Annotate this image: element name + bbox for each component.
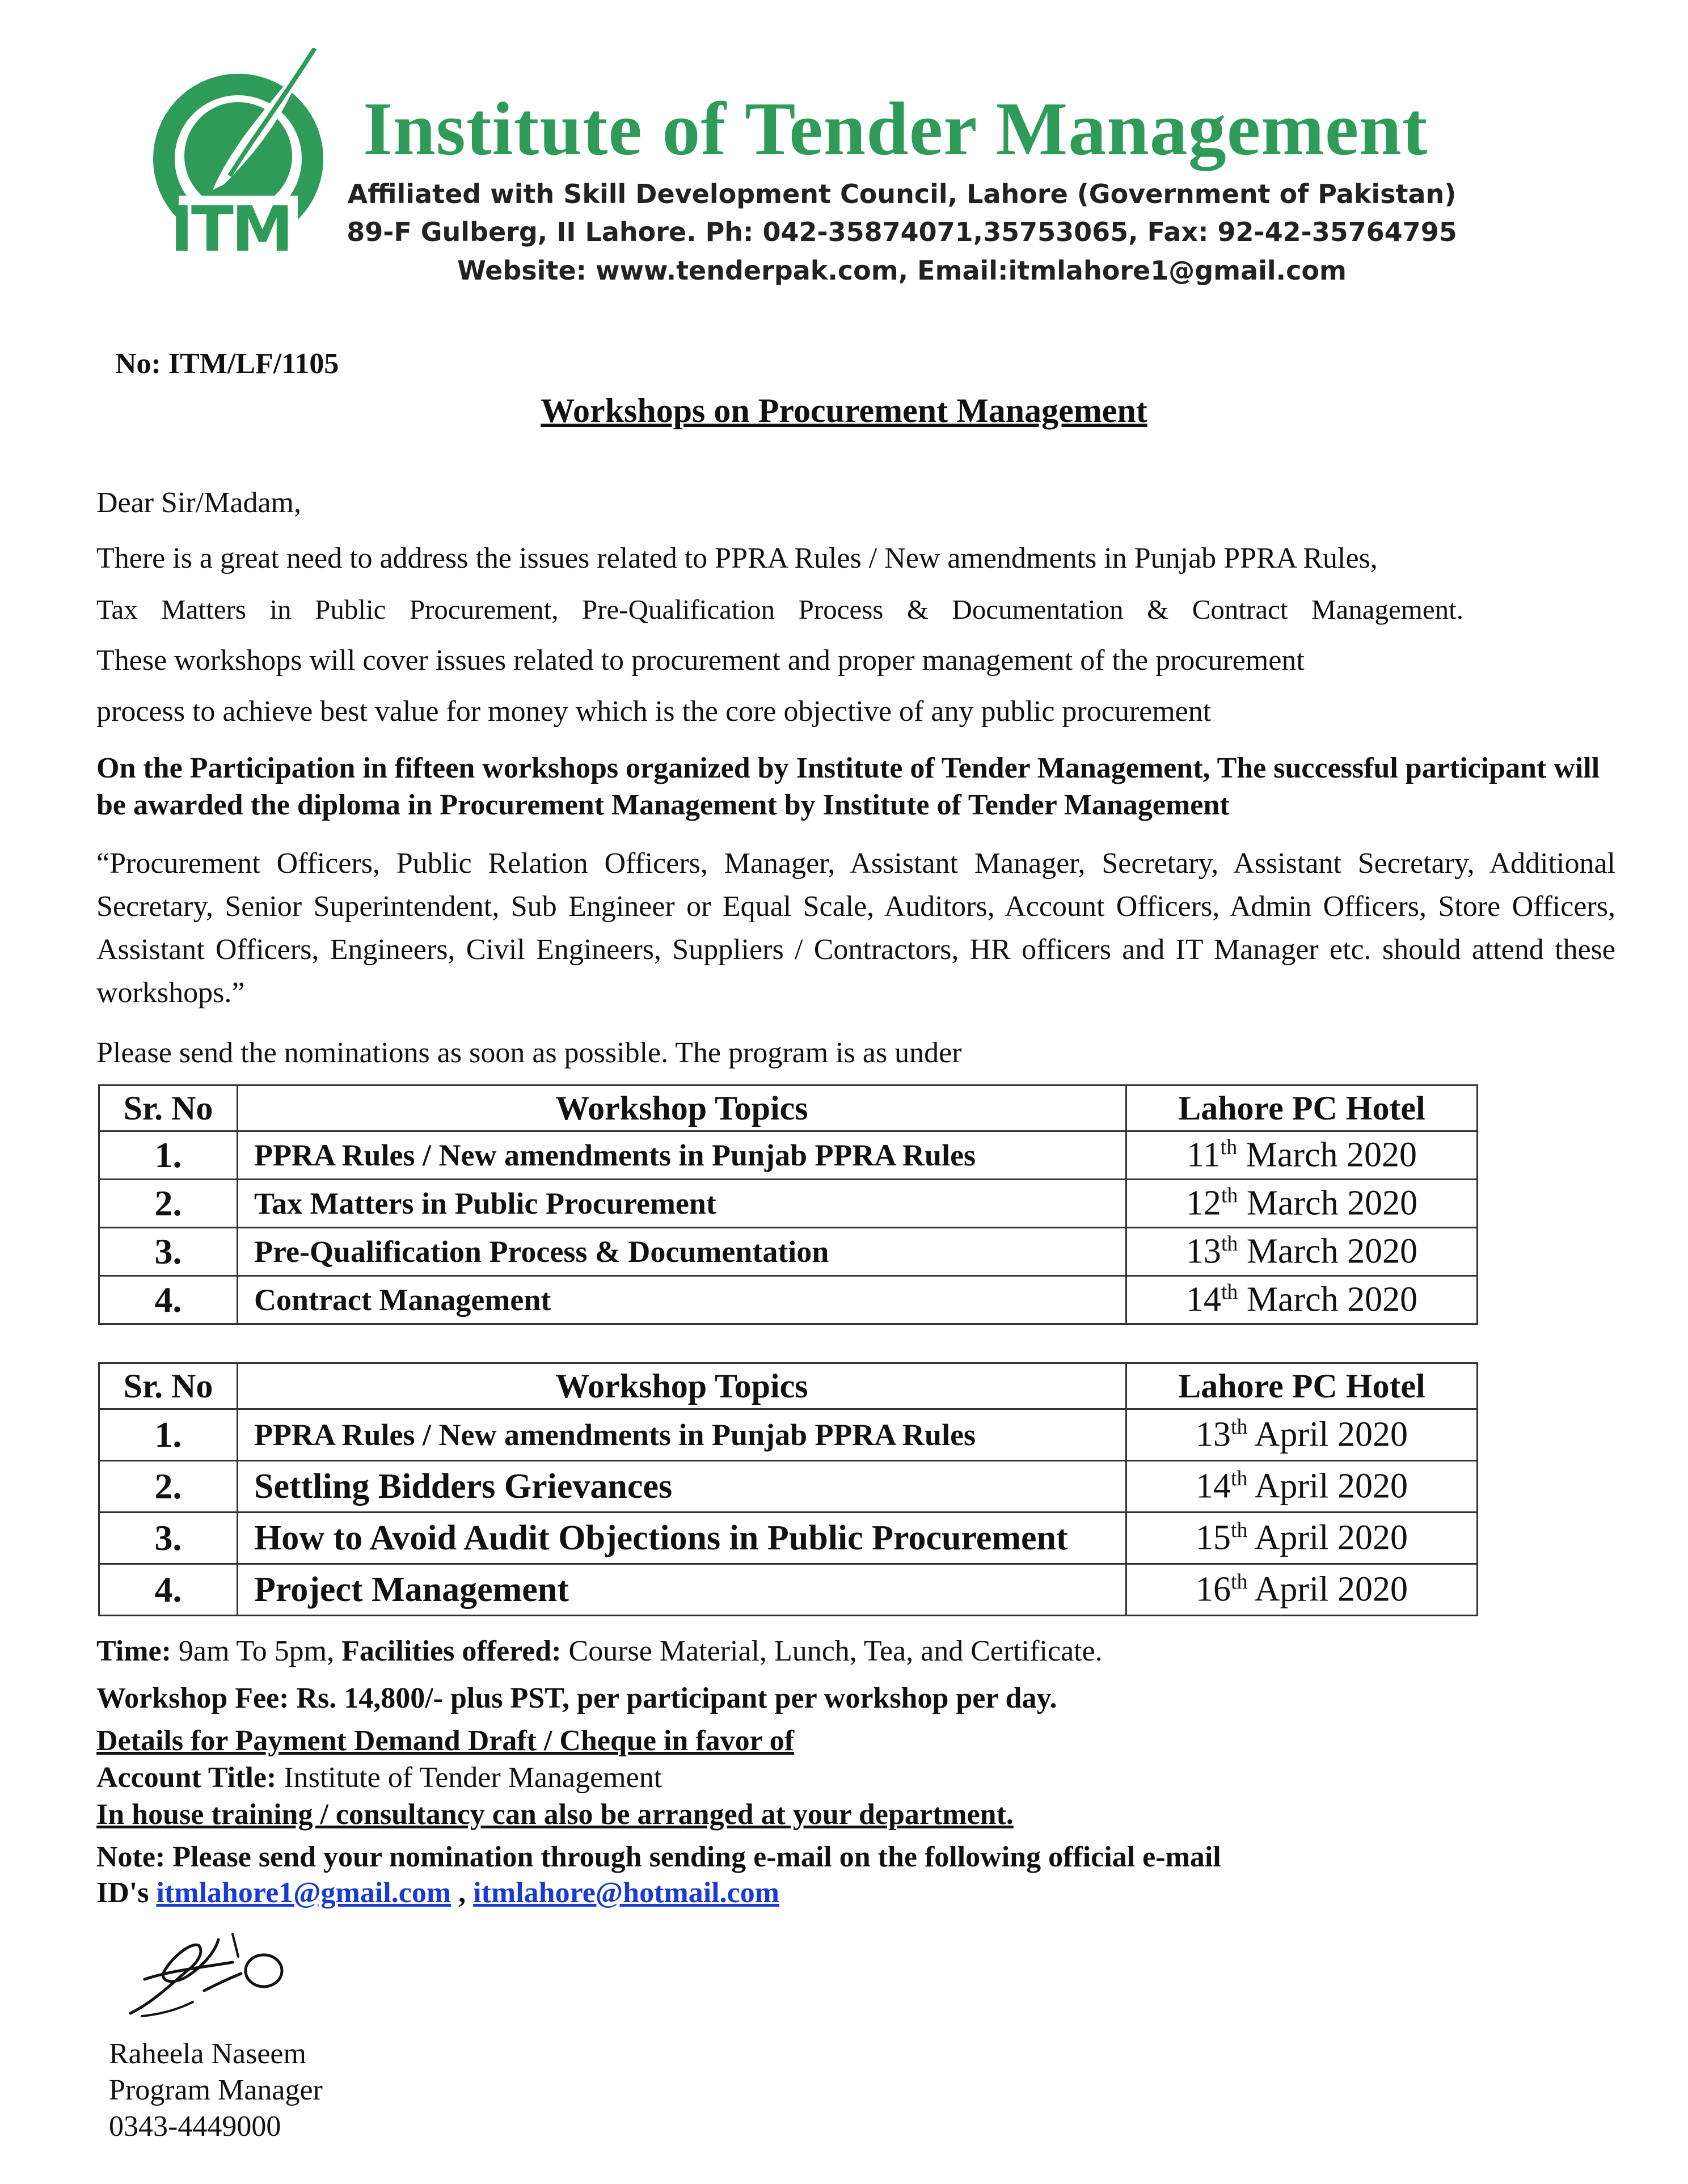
row-number: 2. bbox=[99, 1180, 238, 1228]
row-number: 4. bbox=[99, 1564, 238, 1616]
handwritten-signature bbox=[119, 1917, 301, 2025]
table-row bbox=[99, 1276, 1478, 1324]
row-number: 1. bbox=[99, 1131, 238, 1180]
institute-name: Institute of Tender Management bbox=[363, 87, 1428, 171]
workshop-fee: Workshop Fee: Rs. 14,800/- plus PST, per participant per workshop per day. bbox=[96, 1682, 1057, 1714]
workshop-date: 15th April 2020 bbox=[1126, 1513, 1478, 1564]
workshop-topic: Project Management bbox=[238, 1564, 1126, 1616]
workshop-date: 13th April 2020 bbox=[1126, 1409, 1478, 1461]
salutation: Dear Sir/Madam, bbox=[96, 487, 302, 519]
intro-line: process to achieve best value for money which is the core objective of any public procurement bbox=[96, 695, 1212, 728]
time-label: Time: bbox=[96, 1635, 171, 1667]
workshop-topic: Tax Matters in Public Procurement bbox=[238, 1180, 1126, 1228]
workshop-date: 14th April 2020 bbox=[1126, 1461, 1478, 1513]
workshop-date: 14th March 2020 bbox=[1126, 1276, 1478, 1324]
audience-quote: “Procurement Officers, Public Relation Officers, Manager, Assistant Manager, Secretary, Assistant Secretary, Additional Secretary, Senior Superintendent, Sub Engineer or Equal Scale, Auditors, Account Officers, Admin Officers, Store Officers, Assistant Officers, Engineers, Civil Engineers, Suppliers / Contractors, HR officers and IT Manager etc. should attend these workshops.” bbox=[96, 847, 1615, 1009]
workshop-topic: How to Avoid Audit Objections in Public Procurement bbox=[238, 1513, 1126, 1564]
account-title-line bbox=[96, 1761, 662, 1794]
row-number: 4. bbox=[99, 1276, 238, 1324]
time-value: 9am To 5pm, bbox=[171, 1635, 342, 1667]
signatory-name: Raheela Naseem bbox=[109, 2038, 306, 2070]
header-venue: Lahore PC Hotel bbox=[1126, 1363, 1478, 1409]
facilities-label: Facilities offered: bbox=[341, 1635, 562, 1667]
workshop-topic: PPRA Rules / New amendments in Punjab PPRA Rules bbox=[238, 1409, 1126, 1461]
email-link-gmail[interactable]: itmlahore1@gmail.com bbox=[156, 1877, 451, 1909]
workshop-date: 13th March 2020 bbox=[1126, 1228, 1478, 1276]
row-number: 3. bbox=[99, 1228, 238, 1276]
header-workshop-topics: Workshop Topics bbox=[238, 1085, 1126, 1131]
account-value: Institute of Tender Management bbox=[276, 1761, 662, 1794]
program-intro: Please send the nominations as soon as possible. The program is as under bbox=[96, 1037, 962, 1069]
signatory-phone: 0343-4449000 bbox=[109, 2110, 281, 2143]
email-ids-line: ID's itmlahore1@gmail.com , itmlahore@hotmail.com bbox=[96, 1877, 780, 1909]
row-number: 2. bbox=[99, 1461, 238, 1513]
payment-details-heading: Details for Payment Demand Draft / Cheque in favor of bbox=[96, 1725, 795, 1757]
in-house-training-note: In house training / consultancy can also be arranged at your department. bbox=[96, 1798, 1014, 1831]
intro-line: These workshops will cover issues related to procurement and proper management of the procurement bbox=[96, 644, 1305, 677]
nomination-note: Note: Please send your nomination through sending e-mail on the following official e-mail bbox=[96, 1841, 1221, 1873]
reference-number: No: ITM/LF/1105 bbox=[115, 348, 339, 380]
table-row bbox=[99, 1461, 1478, 1513]
schedule-table-april bbox=[98, 1362, 1478, 1616]
affiliation-line: Affiliated with Skill Development Council, Lahore (Government of Pakistan) bbox=[347, 179, 1457, 209]
table-row bbox=[99, 1131, 1478, 1180]
time-facilities-line bbox=[96, 1634, 1103, 1668]
workshop-topic: Pre-Qualification Process & Documentation bbox=[238, 1228, 1126, 1276]
table-row bbox=[99, 1564, 1478, 1616]
header-sr-no: Sr. No bbox=[99, 1085, 238, 1131]
workshop-date: 12th March 2020 bbox=[1126, 1180, 1478, 1228]
table-row bbox=[99, 1180, 1478, 1228]
workshop-date: 16th April 2020 bbox=[1126, 1564, 1478, 1616]
schedule-table-march bbox=[98, 1084, 1478, 1325]
document-title: Workshops on Procurement Management bbox=[541, 392, 1147, 429]
table-row bbox=[99, 1513, 1478, 1564]
address-line: 89-F Gulberg, II Lahore. Ph: 042-35874071,35753065, Fax: 92-42-35764795 bbox=[347, 217, 1457, 247]
header-venue: Lahore PC Hotel bbox=[1126, 1085, 1478, 1131]
website-email-line: Website: www.tenderpak.com, Email:itmlahore1@gmail.com bbox=[457, 255, 1347, 286]
table-header-row bbox=[99, 1363, 1478, 1409]
workshop-date: 11th March 2020 bbox=[1126, 1131, 1478, 1180]
row-number: 3. bbox=[99, 1513, 238, 1564]
table-row bbox=[99, 1228, 1478, 1276]
header-sr-no: Sr. No bbox=[99, 1363, 238, 1409]
row-number: 1. bbox=[99, 1409, 238, 1461]
account-label: Account Title: bbox=[96, 1761, 277, 1794]
intro-line: Tax Matters in Public Procurement, Pre-Qualification Process & Documentation & Contract Management. bbox=[96, 594, 1463, 625]
workshop-topic: PPRA Rules / New amendments in Punjab PPRA Rules bbox=[238, 1131, 1126, 1180]
workshop-topic: Contract Management bbox=[238, 1276, 1126, 1324]
email-link-hotmail[interactable]: itmlahore@hotmail.com bbox=[473, 1877, 780, 1909]
facilities-value: Course Material, Lunch, Tea, and Certificate. bbox=[561, 1635, 1103, 1667]
intro-line: There is a great need to address the issues related to PPRA Rules / New amendments in Punjab PPRA Rules, bbox=[96, 542, 1378, 574]
table-header-row bbox=[99, 1085, 1478, 1131]
signatory-designation: Program Manager bbox=[109, 2074, 323, 2106]
participation-note: On the Participation in fifteen workshops organized by Institute of Tender Management, The successful participant will be awarded the diploma in Procurement Management by Institute of Tender Management bbox=[96, 752, 1600, 821]
table-row bbox=[99, 1409, 1478, 1461]
logo-monogram: ITM bbox=[170, 193, 292, 265]
workshop-topic: Settling Bidders Grievances bbox=[238, 1461, 1126, 1513]
header-workshop-topics: Workshop Topics bbox=[238, 1363, 1126, 1409]
